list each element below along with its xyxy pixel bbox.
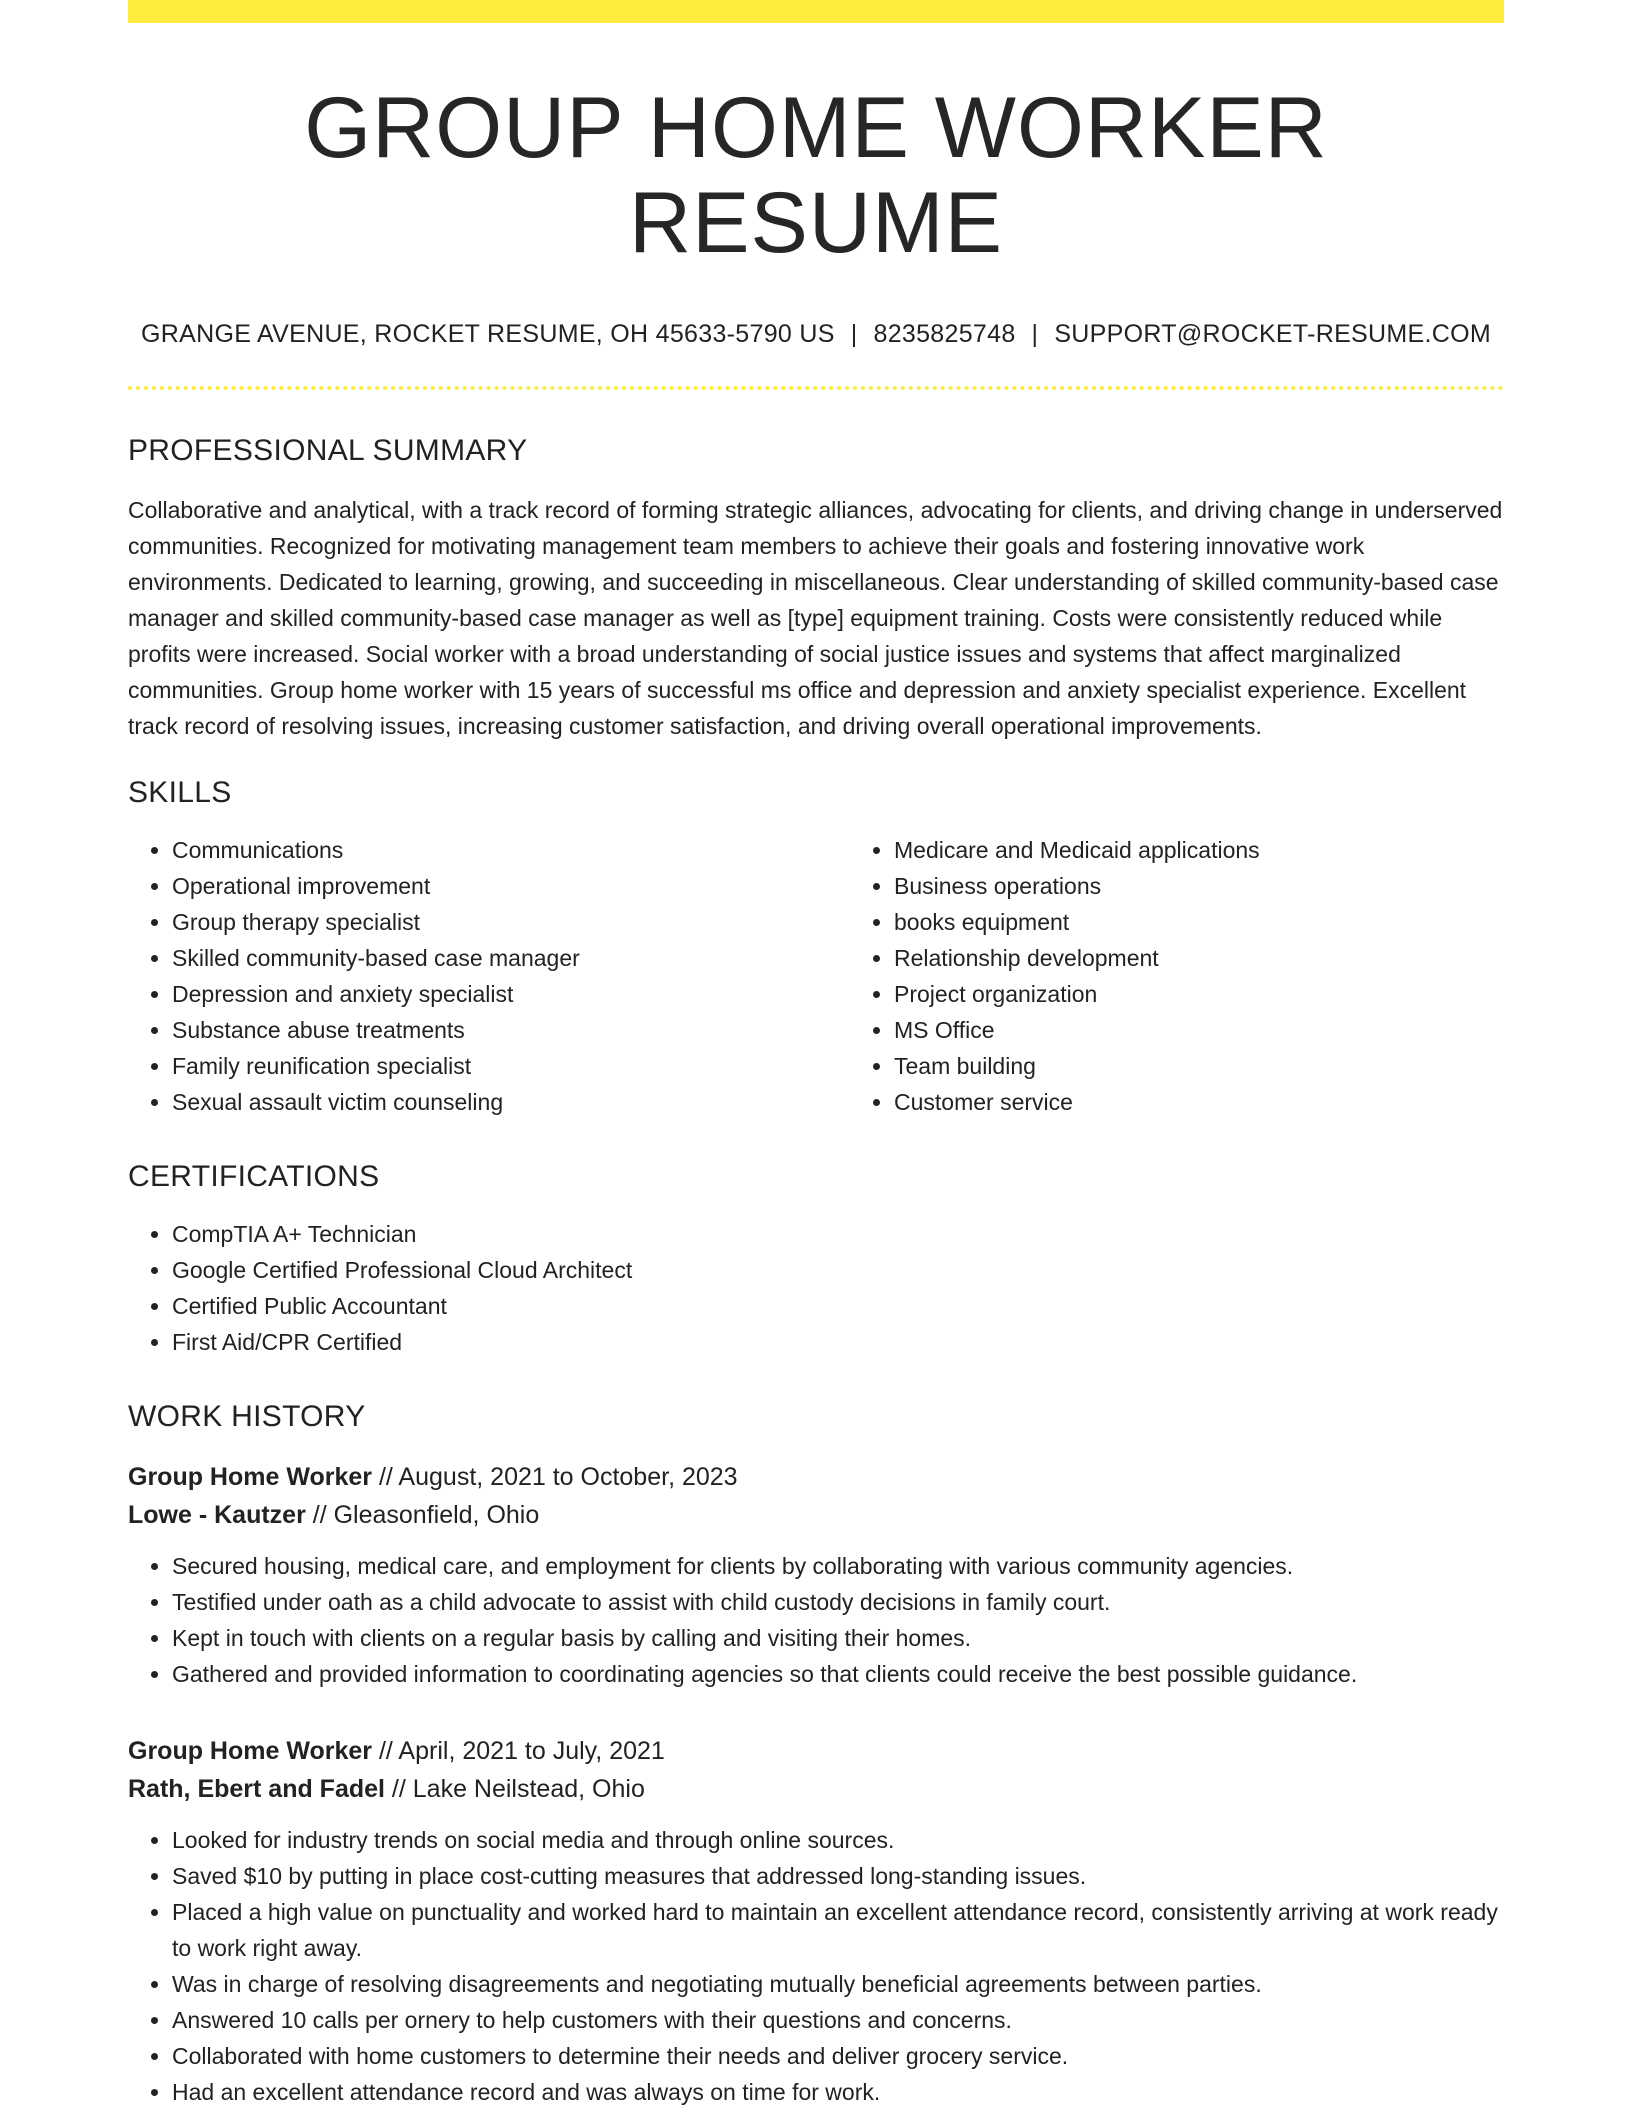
certification-item: • CompTIA A+ Technician	[172, 1216, 1504, 1252]
skill-item: • Sexual assault victim counseling	[172, 1084, 850, 1120]
certifications-list	[128, 1216, 1504, 1360]
skill-item: • Operational improvement	[172, 868, 850, 904]
skill-item: • Relationship development	[894, 940, 1572, 976]
skill-item: • Depression and anxiety specialist	[172, 976, 850, 1012]
job-company-line	[128, 1496, 1504, 1534]
resume-title: GROUP HOME WORKER RESUME	[304, 80, 1328, 271]
skill-item: • Group therapy specialist	[172, 904, 850, 940]
job-location: // Gleasonfield, Ohio	[305, 1501, 540, 1530]
job-entry	[128, 1732, 1504, 2110]
job-bullets	[128, 1548, 1504, 1692]
certifications-heading: CERTIFICATIONS	[128, 1160, 380, 1194]
skill-item: • books equipment	[894, 904, 1572, 940]
job-location: // Lake Neilstead, Ohio	[384, 1775, 645, 1804]
job-bullet: • Collaborated with home customers to determine their needs and deliver grocery service.	[172, 2038, 1504, 2074]
job-bullets	[128, 1822, 1504, 2110]
work-history-heading: WORK HISTORY	[128, 1400, 366, 1434]
skill-item: • Customer service	[894, 1084, 1572, 1120]
skills-heading: SKILLS	[128, 776, 232, 810]
certification-item: • Certified Public Accountant	[172, 1288, 1504, 1324]
job-bullet: • Placed a high value on punctuality and worked hard to maintain an excellent attendance record, consistently arriving at work ready to work right away.	[172, 1894, 1504, 1966]
contact-separator: |	[1031, 320, 1039, 349]
skills-columns	[128, 832, 1504, 1120]
skill-item: • Substance abuse treatments	[172, 1012, 850, 1048]
skill-item: • Medicare and Medicaid applications	[894, 832, 1572, 868]
contact-email: SUPPORT@ROCKET-RESUME.COM	[1054, 320, 1491, 349]
job-title-line	[128, 1458, 1504, 1496]
job-company-line	[128, 1770, 1504, 1808]
skill-item: • Business operations	[894, 868, 1572, 904]
resume-page	[128, 0, 1504, 2110]
job-dates: // April, 2021 to July, 2021	[372, 1737, 665, 1766]
skill-item: • Communications	[172, 832, 850, 868]
job-bullet: • Looked for industry trends on social media and through online sources.	[172, 1822, 1504, 1858]
job-company: Rath, Ebert and Fadel	[128, 1775, 385, 1804]
job-company: Lowe - Kautzer	[128, 1501, 306, 1530]
skill-item: • Project organization	[894, 976, 1572, 1012]
job-bullet: • Secured housing, medical care, and employment for clients by collaborating with various community agencies.	[172, 1548, 1504, 1584]
job-bullet: • Saved $10 by putting in place cost-cutting measures that addressed long-standing issues.	[172, 1858, 1504, 1894]
job-bullet: • Was in charge of resolving disagreements and negotiating mutually beneficial agreements between parties.	[172, 1966, 1504, 2002]
skills-list-left	[128, 832, 850, 1120]
job-dates: // August, 2021 to October, 2023	[372, 1463, 738, 1492]
skill-item: • Family reunification specialist	[172, 1048, 850, 1084]
contact-line	[128, 320, 1504, 349]
accent-top-bar	[128, 0, 1504, 23]
contact-address: GRANGE AVENUE, ROCKET RESUME, OH 45633-5790 US	[141, 320, 835, 349]
job-title: Group Home Worker	[128, 1463, 373, 1492]
summary-text: Collaborative and analytical, with a track record of forming strategic alliances, advocating for clients, and driving change in underserved communities. Recognized for motivating management team members to achieve their goals and fostering innovative work environments. Dedicated to learning, growing, and succeeding in miscellaneous. Clear understanding of skilled community-based case manager and skilled community-based case manager as well as [type] equipment training. Costs were consistently reduced while profits were increased. Social worker with a broad understanding of social justice issues and systems that affect marginalized communities. Group home worker with 15 years of successful ms office and depression and anxiety specialist experience. Excellent track record of resolving issues, increasing customer satisfaction, and driving overall operational improvements.	[128, 497, 1503, 740]
skills-list-right	[850, 832, 1572, 1120]
job-entry	[128, 1458, 1504, 1692]
certification-item: • Google Certified Professional Cloud Architect	[172, 1252, 1504, 1288]
certification-item: • First Aid/CPR Certified	[172, 1324, 1504, 1360]
job-bullet: • Testified under oath as a child advocate to assist with child custody decisions in family court.	[172, 1584, 1504, 1620]
skill-item: • MS Office	[894, 1012, 1572, 1048]
summary-heading: PROFESSIONAL SUMMARY	[128, 434, 528, 468]
skill-item: • Team building	[894, 1048, 1572, 1084]
dotted-divider	[128, 386, 1504, 390]
job-bullet: • Had an excellent attendance record and was always on time for work.	[172, 2074, 1504, 2110]
job-bullet: • Kept in touch with clients on a regular basis by calling and visiting their homes.	[172, 1620, 1504, 1656]
job-title: Group Home Worker	[128, 1737, 373, 1766]
contact-phone: 8235825748	[873, 320, 1016, 349]
job-bullet: • Gathered and provided information to coordinating agencies so that clients could receive the best possible guidance.	[172, 1656, 1504, 1692]
job-bullet: • Answered 10 calls per ornery to help customers with their questions and concerns.	[172, 2002, 1504, 2038]
contact-separator: |	[850, 320, 858, 349]
job-title-line	[128, 1732, 1504, 1770]
skill-item: • Skilled community-based case manager	[172, 940, 850, 976]
